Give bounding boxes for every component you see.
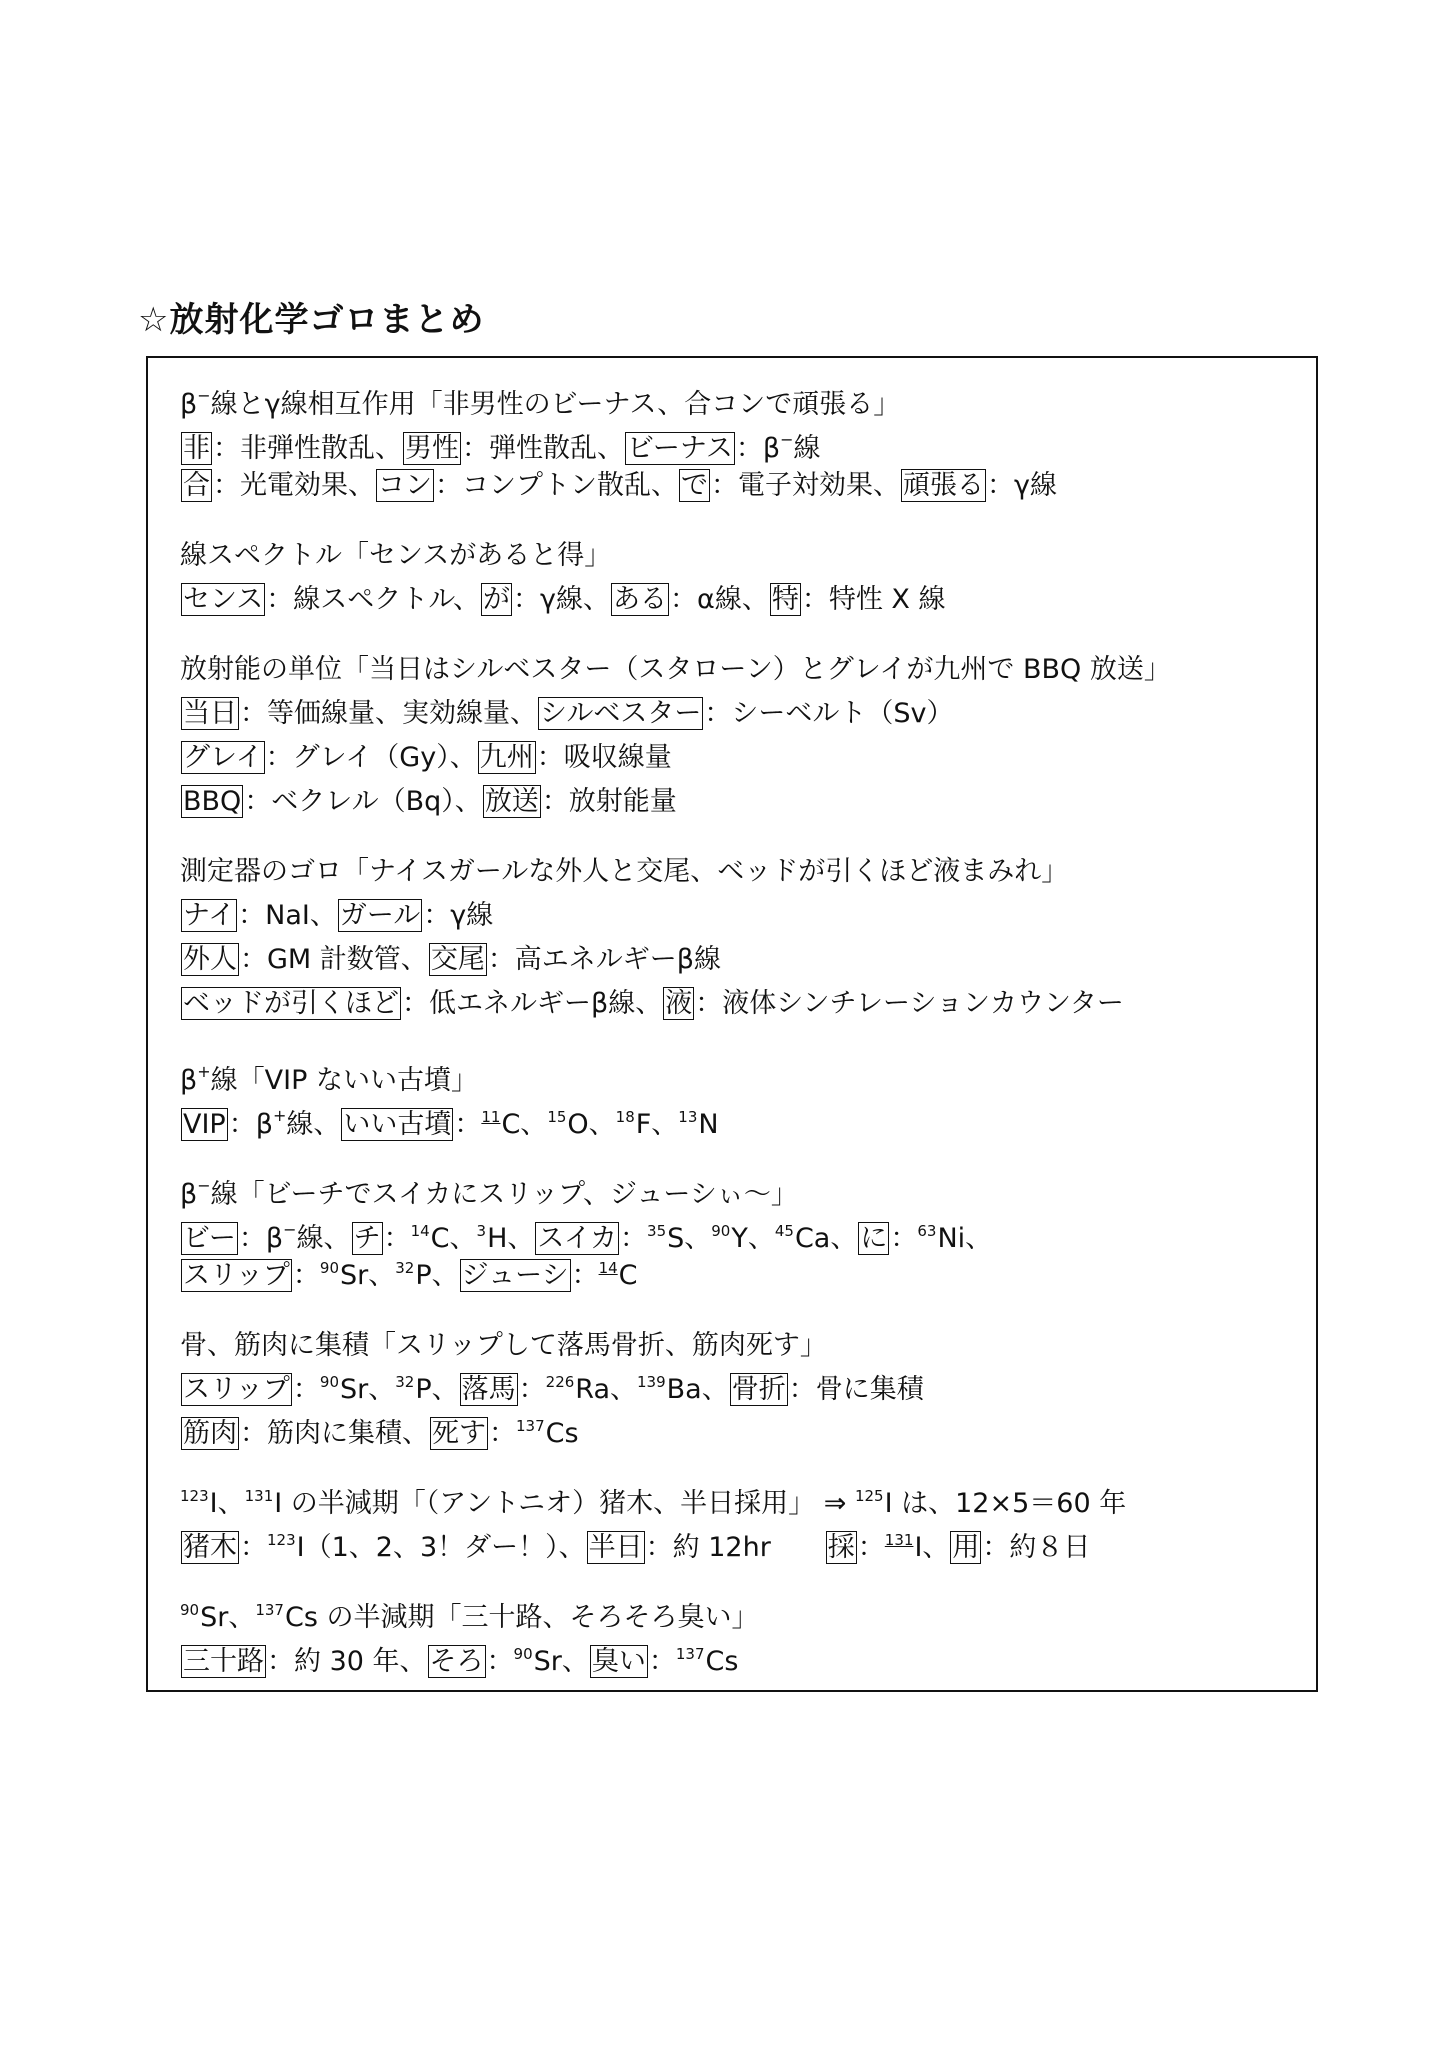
keyword-box: ガール bbox=[339, 900, 421, 931]
keyword-box: グレイ bbox=[183, 742, 263, 773]
text-segment: 放射能の単位「当日はシルベスター（スタローン）とグレイが九州で BBQ 放送」 bbox=[180, 654, 1171, 685]
text-segment: Ca、 bbox=[794, 1223, 858, 1254]
text-segment: ： bbox=[857, 1532, 885, 1563]
keyword-box: ある bbox=[613, 584, 668, 615]
text-segment: ：低エネルギーβ線、 bbox=[402, 988, 663, 1019]
mass-number: 63 bbox=[917, 1222, 937, 1240]
charge-sign: − bbox=[283, 1220, 297, 1239]
text-segment: ：電子対効果、 bbox=[711, 470, 900, 501]
mass-number: 3 bbox=[476, 1222, 487, 1240]
keyword-box: ビーナス bbox=[627, 433, 733, 464]
keyword-box: 特 bbox=[771, 584, 799, 615]
mass-number: 123 bbox=[267, 1531, 296, 1549]
charge-sign: − bbox=[780, 430, 794, 449]
text-segment: O、 bbox=[567, 1109, 616, 1140]
mass-number: 90 bbox=[180, 1601, 200, 1619]
mass-number: 123 bbox=[180, 1487, 209, 1505]
mnemonic-line bbox=[180, 1412, 1300, 1456]
keyword-box: 用 bbox=[952, 1532, 980, 1563]
mass-number: 32 bbox=[395, 1373, 415, 1391]
charge-sign: − bbox=[197, 1176, 211, 1195]
text-segment: N bbox=[698, 1109, 719, 1140]
text-segment: ：非弾性散乱、 bbox=[213, 433, 402, 464]
text-segment: Ra、 bbox=[575, 1374, 638, 1405]
text-segment: Sr、 bbox=[340, 1260, 396, 1291]
text-segment: 線、 bbox=[286, 1109, 341, 1140]
text-segment: ：吸収線量 bbox=[536, 742, 672, 773]
keyword-box: 放送 bbox=[484, 786, 539, 817]
keyword-box: 猪木 bbox=[183, 1532, 237, 1563]
text-segment: ：放射能量 bbox=[541, 786, 677, 817]
keyword-box: が bbox=[483, 584, 511, 615]
mass-number: 137 bbox=[255, 1601, 284, 1619]
text-segment: ：γ線、 bbox=[513, 584, 611, 615]
text-segment: Sr、 bbox=[533, 1646, 589, 1677]
text-segment: ： bbox=[489, 1418, 516, 1449]
charge-sign: + bbox=[272, 1106, 287, 1125]
text-segment: ：グレイ（Gy）、 bbox=[265, 742, 477, 773]
text-segment: ： bbox=[518, 1374, 546, 1405]
keyword-box: に bbox=[860, 1223, 888, 1254]
keyword-box: 死す bbox=[432, 1418, 486, 1449]
text-segment: ：約 30 年、 bbox=[267, 1646, 427, 1677]
text-segment: C bbox=[618, 1260, 638, 1291]
mass-number: 35 bbox=[647, 1222, 667, 1240]
text-segment: ： bbox=[383, 1223, 411, 1254]
mass-number: 45 bbox=[774, 1222, 794, 1240]
text-segment: ： bbox=[292, 1374, 320, 1405]
text-segment: ： bbox=[240, 1532, 267, 1563]
section-heading bbox=[180, 534, 1300, 578]
text-segment: I（1、2、3！ダー！）、 bbox=[296, 1532, 586, 1563]
text-segment: H、 bbox=[487, 1223, 535, 1254]
text-segment: ：光電効果、 bbox=[213, 470, 375, 501]
mnemonic-line bbox=[180, 780, 1300, 824]
text-segment: 骨、筋肉に集積「スリップして落馬骨折、筋肉死す」 bbox=[180, 1330, 827, 1361]
keyword-box: VIP bbox=[183, 1109, 226, 1140]
keyword-box: 半日 bbox=[588, 1532, 643, 1563]
text-segment: 線「ビーチでスイカにスリップ、ジューシぃ〜」 bbox=[210, 1179, 798, 1210]
keyword-box: 交尾 bbox=[430, 944, 485, 975]
keyword-box: 男性 bbox=[405, 433, 459, 464]
mass-number: 125 bbox=[854, 1487, 884, 1505]
text-segment: ：ベクレル（Bq）、 bbox=[244, 786, 482, 817]
keyword-box: 外人 bbox=[183, 944, 237, 975]
mnemonic-line bbox=[180, 736, 1300, 780]
text-segment: 線 bbox=[793, 433, 821, 464]
keyword-box: 合 bbox=[183, 470, 210, 501]
text-segment: ：コンプトン散乱、 bbox=[435, 470, 678, 501]
text-segment: ：特性 X 線 bbox=[801, 584, 946, 615]
mass-number: 131 bbox=[884, 1531, 914, 1549]
section-heading bbox=[180, 648, 1300, 692]
text-segment: Sr、 bbox=[340, 1374, 396, 1405]
text-segment: ：線スペクトル、 bbox=[266, 584, 481, 615]
keyword-box: 当日 bbox=[183, 698, 237, 729]
text-segment: ：α線、 bbox=[670, 584, 769, 615]
text-segment: ： bbox=[292, 1260, 320, 1291]
keyword-box: チ bbox=[353, 1223, 381, 1254]
keyword-box: ビー bbox=[183, 1223, 236, 1254]
text-segment: P、 bbox=[415, 1374, 459, 1405]
text-segment: ： bbox=[648, 1646, 676, 1677]
mnemonic-line bbox=[180, 1368, 1300, 1412]
section-heading bbox=[180, 1052, 1300, 1096]
text-segment: ：シーベルト（Sv） bbox=[704, 698, 954, 729]
keyword-box: スイカ bbox=[537, 1223, 618, 1254]
text-segment: I、 bbox=[209, 1488, 245, 1519]
keyword-box: で bbox=[681, 470, 708, 501]
text-segment: I、 bbox=[914, 1532, 950, 1563]
text-segment: ：GM 計数管、 bbox=[240, 944, 428, 975]
text-segment: β bbox=[180, 1179, 198, 1210]
text-segment: ：液体シンチレーションカウンター bbox=[695, 988, 1124, 1019]
mass-number: 11 bbox=[481, 1108, 501, 1126]
text-segment: Cs bbox=[705, 1646, 739, 1677]
mass-number: 137 bbox=[516, 1417, 545, 1435]
text-segment: 線とγ線相互作用「非男性のビーナス、合コンで頑張る」 bbox=[210, 389, 901, 420]
keyword-box: コン bbox=[378, 470, 432, 501]
text-segment: ：等価線量、実効線量、 bbox=[240, 698, 537, 729]
keyword-box: ジューシ bbox=[461, 1260, 569, 1291]
mnemonic-line bbox=[180, 420, 1300, 464]
text-segment: ：β bbox=[238, 1223, 284, 1254]
text-segment: C、 bbox=[430, 1223, 477, 1254]
mass-number: 139 bbox=[637, 1373, 666, 1391]
mnemonic-list bbox=[180, 376, 1300, 1710]
mnemonic-line bbox=[180, 1096, 1300, 1140]
keyword-box: 落馬 bbox=[461, 1374, 516, 1405]
mnemonic-line bbox=[180, 894, 1300, 938]
text-segment: S、 bbox=[667, 1223, 712, 1254]
keyword-box: いい古墳 bbox=[343, 1109, 452, 1140]
text-segment: ：筋肉に集積、 bbox=[240, 1418, 429, 1449]
mass-number: 14 bbox=[410, 1222, 430, 1240]
text-segment: ：γ線 bbox=[987, 470, 1057, 501]
text-segment: ：約８日 bbox=[982, 1532, 1091, 1563]
mass-number: 90 bbox=[319, 1259, 340, 1277]
mnemonic-section bbox=[180, 1166, 1300, 1298]
mnemonic-line bbox=[180, 464, 1300, 508]
text-segment: ：高エネルギーβ線 bbox=[487, 944, 722, 975]
mnemonic-line bbox=[180, 1526, 1300, 1570]
keyword-box: 九州 bbox=[479, 742, 534, 773]
mnemonic-section bbox=[180, 534, 1300, 622]
keyword-box: スリップ bbox=[183, 1374, 290, 1405]
keyword-box: 液 bbox=[665, 988, 693, 1019]
mass-number: 32 bbox=[395, 1259, 415, 1277]
text-segment: ：骨に集積 bbox=[788, 1374, 924, 1405]
mnemonic-section bbox=[180, 648, 1300, 824]
text-segment: Ni、 bbox=[937, 1223, 993, 1254]
mass-number: 14 bbox=[598, 1259, 618, 1277]
section-heading bbox=[180, 850, 1300, 894]
section-heading bbox=[180, 1596, 1300, 1640]
mass-number: 90 bbox=[319, 1373, 340, 1391]
text-segment: C、 bbox=[501, 1109, 548, 1140]
page-title: ☆放射化学ゴロまとめ bbox=[138, 300, 485, 340]
section-heading bbox=[180, 1482, 1300, 1526]
text-segment: F、 bbox=[635, 1109, 679, 1140]
text-segment: Sr、 bbox=[200, 1602, 256, 1633]
keyword-box: 三十路 bbox=[183, 1646, 264, 1677]
section-heading bbox=[180, 1166, 1300, 1210]
mass-number: 226 bbox=[545, 1373, 575, 1391]
mnemonic-line bbox=[180, 1210, 1300, 1254]
mass-number: 13 bbox=[678, 1108, 698, 1126]
keyword-box: 頑張る bbox=[903, 470, 984, 501]
text-segment: ：γ線 bbox=[423, 900, 494, 931]
keyword-box: 骨折 bbox=[731, 1374, 786, 1405]
mnemonic-line bbox=[180, 938, 1300, 982]
text-segment: Y、 bbox=[731, 1223, 775, 1254]
text-segment: I の半減期「（アントニオ）猪木、半日採用」 ⇒ bbox=[274, 1488, 855, 1519]
text-segment: ：NaI、 bbox=[238, 900, 337, 931]
text-segment: ： bbox=[486, 1646, 514, 1677]
text-segment: 線スペクトル「センスがあると得」 bbox=[180, 540, 612, 571]
keyword-box: BBQ bbox=[183, 786, 242, 817]
mass-number: 137 bbox=[675, 1645, 705, 1663]
keyword-box: ナイ bbox=[183, 900, 236, 931]
text-segment: P、 bbox=[415, 1260, 459, 1291]
text-segment: ： bbox=[454, 1109, 482, 1140]
text-segment: ： bbox=[571, 1260, 599, 1291]
mnemonic-section bbox=[180, 1052, 1300, 1140]
text-segment: β bbox=[180, 1065, 198, 1096]
charge-sign: + bbox=[197, 1062, 211, 1081]
mnemonic-section bbox=[180, 1596, 1300, 1684]
mnemonic-section bbox=[180, 850, 1300, 1026]
keyword-box: シルベスター bbox=[540, 698, 702, 729]
mnemonic-line bbox=[180, 578, 1300, 622]
text-segment: 測定器のゴロ「ナイスガールな外人と交尾、ベッドが引くほど液まみれ」 bbox=[180, 856, 1069, 887]
text-segment: Cs bbox=[545, 1418, 579, 1449]
keyword-box: スリップ bbox=[183, 1260, 290, 1291]
keyword-box: ベッドが引くほど bbox=[183, 988, 399, 1019]
text-segment: ：β bbox=[228, 1109, 273, 1140]
text-segment: ：約 12hr bbox=[645, 1532, 825, 1563]
mnemonic-line bbox=[180, 1254, 1300, 1298]
mnemonic-line bbox=[180, 692, 1300, 736]
keyword-box: 非 bbox=[183, 433, 210, 464]
section-heading bbox=[180, 376, 1300, 420]
keyword-box: そろ bbox=[429, 1646, 484, 1677]
mass-number: 131 bbox=[244, 1487, 274, 1505]
mass-number: 18 bbox=[615, 1108, 635, 1126]
mnemonic-section bbox=[180, 1482, 1300, 1570]
section-heading bbox=[180, 1324, 1300, 1368]
text-segment: Ba、 bbox=[666, 1374, 729, 1405]
mass-number: 90 bbox=[711, 1222, 731, 1240]
text-segment: ：β bbox=[735, 433, 781, 464]
mnemonic-line bbox=[180, 1640, 1300, 1684]
mnemonic-section bbox=[180, 1324, 1300, 1456]
text-segment: I は、12×5＝60 年 bbox=[884, 1488, 1127, 1519]
text-segment: 線「VIP ないい古墳」 bbox=[210, 1065, 478, 1096]
mass-number: 15 bbox=[547, 1108, 567, 1126]
keyword-box: 筋肉 bbox=[183, 1418, 237, 1449]
text-segment: Cs の半減期「三十路、そろそろ臭い」 bbox=[284, 1602, 759, 1633]
keyword-box: センス bbox=[183, 584, 264, 615]
text-segment: ： bbox=[620, 1223, 648, 1254]
text-segment: ： bbox=[890, 1223, 918, 1254]
keyword-box: 採 bbox=[827, 1532, 855, 1563]
charge-sign: − bbox=[197, 386, 211, 405]
mnemonic-section bbox=[180, 376, 1300, 508]
text-segment: 線、 bbox=[296, 1223, 351, 1254]
mass-number: 90 bbox=[513, 1645, 533, 1663]
text-segment: ：弾性散乱、 bbox=[462, 433, 624, 464]
keyword-box: 臭い bbox=[591, 1646, 646, 1677]
text-segment: β bbox=[180, 389, 198, 420]
mnemonic-line bbox=[180, 982, 1300, 1026]
